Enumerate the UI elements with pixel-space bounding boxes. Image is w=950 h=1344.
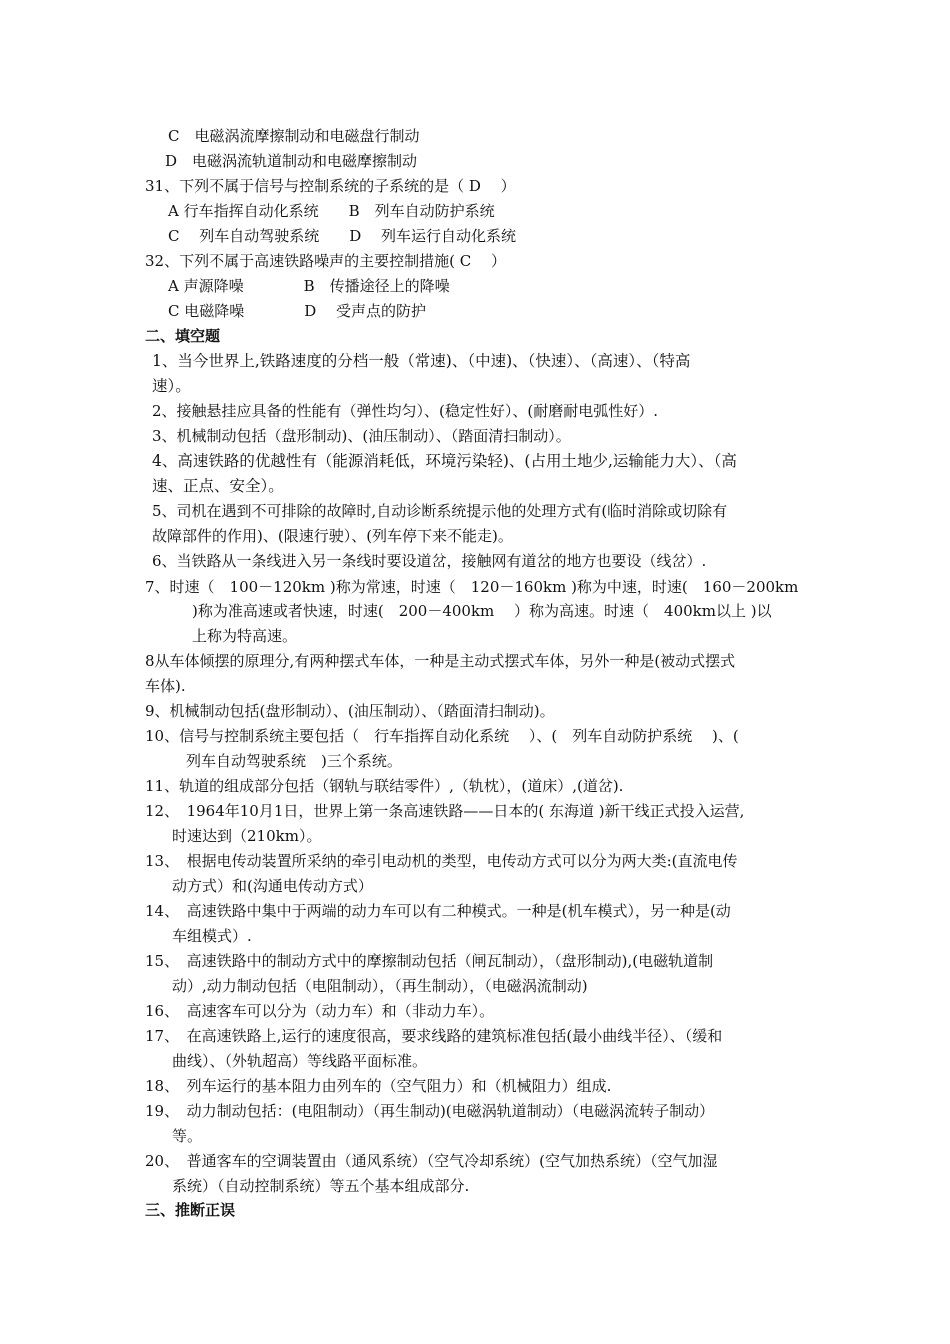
fill-20-line-1: 20、 普通客车的空调装置由（通风系统）（空气冷却系统）(空气加热系统）（空气加湿 bbox=[145, 1152, 718, 1170]
fill-16: 16、 高速客车可以分为（动力车）和（非动力车）。 bbox=[145, 1002, 495, 1020]
section-heading-true-false: 三、推断正误 bbox=[145, 1201, 236, 1219]
fill-18: 18、 列车运行的基本阻力由列车的（空气阻力）和（机械阻力）组成. bbox=[145, 1077, 612, 1095]
fill-7-line-3: 上称为特高速。 bbox=[192, 627, 298, 645]
fill-19-line-1: 19、 动力制动包括：(电阻制动）（再生制动)(电磁涡轨道制动）（电磁涡流转子制动） bbox=[145, 1102, 715, 1120]
fill-1-line-2: 速）。 bbox=[152, 377, 191, 395]
fill-4-line-2: 速、正点、安全）。 bbox=[152, 477, 284, 495]
fill-2: 2、接触悬挂应具备的性能有（弹性均匀）、(稳定性好）、(耐磨耐电弧性好）. bbox=[152, 402, 659, 420]
question-32: 32、下列不属于高速铁路噪声的主要控制措施( C ） bbox=[145, 252, 506, 270]
fill-17-line-1: 17、 在高速铁路上,运行的速度很高，要求线路的建筑标准包括(最小曲线半径）、（缓和 bbox=[145, 1027, 723, 1045]
fill-10-line-2: 列车自动驾驶系统 )三个系统。 bbox=[186, 752, 402, 770]
fill-5-line-1: 5、司机在遇到不可排除的故障时,自动诊断系统提示他的处理方式有(临时消除或切除有 bbox=[152, 502, 728, 520]
fill-19-line-2: 等。 bbox=[172, 1127, 203, 1145]
fill-10-line-1: 10、信号与控制系统主要包括（ 行车指挥自动化系统 ）、( 列车自动防护系统 )、( bbox=[145, 727, 739, 745]
options-cd-q32: C 电磁降噪 D 受声点的防护 bbox=[168, 302, 427, 320]
fill-13-line-2: 动方式）和(沟通电传动方式） bbox=[172, 877, 373, 895]
fill-14-line-2: 车组模式）. bbox=[172, 927, 252, 945]
fill-14-line-1: 14、 高速铁路中集中于两端的动力车可以有二种模式。一种是(机车模式），另一种是(动 bbox=[145, 902, 731, 920]
fill-8-line-1: 8从车体倾摆的原理分,有两种摆式车体，一种是主动式摆式车体，另外一种是(被动式摆式 bbox=[145, 652, 736, 670]
fill-7-line-1: 7、时速（ 100－120km )称为常速，时速（ 120－160km )称为中速，时速( 160－200km bbox=[145, 578, 799, 596]
fill-13-line-1: 13、 根据电传动装置所采纳的牵引电动机的类型，电传动方式可以分为两大类:(直流电传 bbox=[145, 852, 738, 870]
fill-8-line-2: 车体). bbox=[145, 677, 186, 695]
section-heading-fill-blank: 二、填空题 bbox=[145, 327, 221, 345]
option-d-q30: D 电磁涡流轨道制动和电磁摩擦制动 bbox=[165, 152, 418, 170]
fill-12-line-2: 时速达到（210km）。 bbox=[172, 827, 322, 845]
fill-15-line-2: 动）,动力制动包括（电阻制动），（再生制动），（电磁涡流制动) bbox=[172, 977, 588, 995]
question-31: 31、下列不属于信号与控制系统的子系统的是（ D ） bbox=[145, 177, 516, 195]
fill-20-line-2: 系统）（自动控制系统）等五个基本组成部分. bbox=[172, 1177, 470, 1195]
fill-1-line-1: 1、当今世界上,铁路速度的分档一般（常速)、（中速)、（快速）、（高速）、（特高 bbox=[152, 352, 691, 370]
fill-12-line-1: 12、 1964年10月1日，世界上第一条高速铁路——日本的( 东海道 )新干线正式投入运营, bbox=[145, 802, 745, 820]
options-ab-q32: A 声源降噪 B 传播途径上的降噪 bbox=[168, 277, 450, 295]
fill-3: 3、机械制动包括（盘形制动)、(油压制动）、（踏面清扫制动）。 bbox=[152, 427, 571, 445]
fill-17-line-2: 曲线）、（外轨超高）等线路平面标准。 bbox=[172, 1052, 428, 1070]
fill-5-line-2: 故障部件的作用)、(限速行驶）、(列车停下来不能走)。 bbox=[152, 527, 513, 545]
fill-6: 6、当铁路从一条线进入另一条线时要设道岔，接触网有道岔的地方也要设（线岔）. bbox=[152, 552, 707, 570]
fill-4-line-1: 4、高速铁路的优越性有（能源消耗低，环境污染轻)、(占用土地少,运输能力大）、（高 bbox=[152, 452, 737, 470]
fill-11: 11、轨道的组成部分包括（钢轨与联结零件）,（轨枕），(道床）,(道岔). bbox=[145, 777, 624, 795]
fill-15-line-1: 15、 高速铁路中的制动方式中的摩擦制动包括（闸瓦制动），（盘形制动),(电磁轨道制 bbox=[145, 952, 714, 970]
options-cd-q31: C 列车自动驾驶系统 D 列车运行自动化系统 bbox=[168, 227, 517, 245]
fill-7-line-2: )称为准高速或者快速，时速( 200－400km ）称为高速。时速（ 400km以上 )以 bbox=[192, 602, 772, 620]
option-c-q30: C 电磁涡流摩擦制动和电磁盘行制动 bbox=[168, 127, 420, 145]
fill-9: 9、机械制动包括(盘形制动）、(油压制动）、（踏面清扫制动)。 bbox=[145, 702, 555, 720]
options-ab-q31: A 行车指挥自动化系统 B 列车自动防护系统 bbox=[168, 202, 495, 220]
